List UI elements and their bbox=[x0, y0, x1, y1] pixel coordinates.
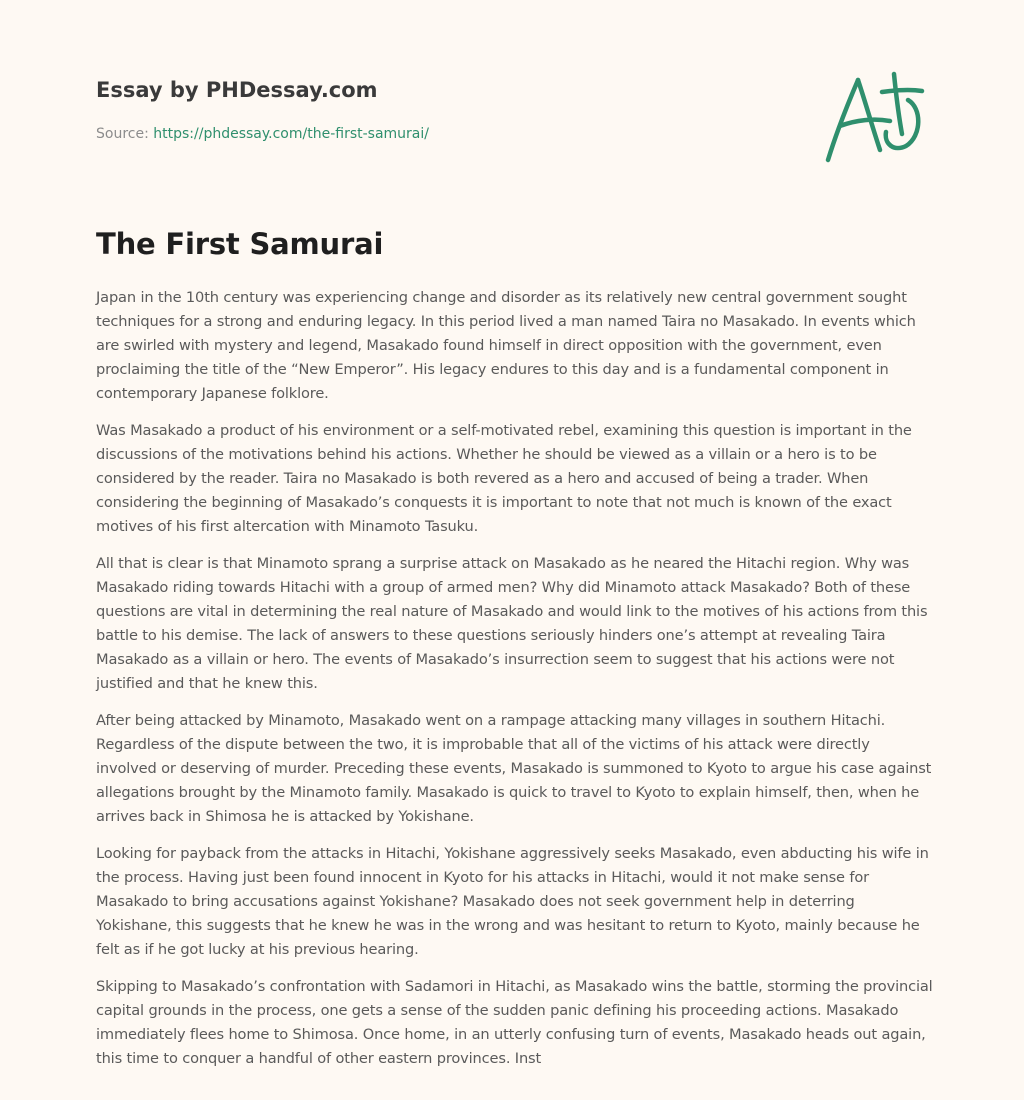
essay-body bbox=[96, 286, 934, 1084]
essay-paragraph: Japan in the 10th century was experiencing change and disorder as its relatively new central government sought techniques for a strong and enduring legacy. In this period lived a man named Taira no Masakado. In events which are swirled with mystery and legend, Masakado found himself in direct opposition with the government, even proclaiming the title of the “New Emperor”. His legacy endures to this day and is a fundamental component in contemporary Japanese folklore. bbox=[96, 289, 916, 402]
source-link[interactable]: https://phdessay.com/the-first-samurai/ bbox=[153, 126, 429, 142]
site-brand: Essay by PHDessay.com bbox=[96, 78, 378, 102]
source-label: Source: bbox=[96, 126, 154, 142]
essay-paragraph: Looking for payback from the attacks in Hitachi, Yokishane aggressively seeks Masakado, even abducting his wife in the process. Having just been found innocent in Kyoto for his attacks in Hitachi, would it not make sense for Masakado to bring accusations against Yokishane? Masakado does not seek government help in deterring Yokishane, this suggests that he knew he was in the wrong and was hesitant to return to Kyoto, mainly because he felt as if he got lucky at his previous hearing. bbox=[96, 845, 929, 958]
essay-title: The First Samurai bbox=[96, 227, 384, 261]
essay-header bbox=[96, 76, 736, 144]
essay-paragraph: Was Masakado a product of his environment or a self-motivated rebel, examining this question is important in the discussions of the motivations behind his actions. Whether he should be viewed as a villain or a hero is to be considered by the reader. Taira no Masakado is both revered as a hero and accused of being a trader. When considering the beginning of Masakado’s conquests it is important to note that not much is known of the exact motives of his first altercation with Minamoto Tasuku. bbox=[96, 422, 912, 535]
source-line bbox=[96, 124, 736, 144]
essay-paragraph: After being attacked by Minamoto, Masakado went on a rampage attacking many villages in southern Hitachi. Regardless of the dispute between the two, it is improbable that all of the victims of his attack were directly involved or deserving of murder. Preceding these events, Masakado is summoned to Kyoto to argue his case against allegations brought by the Minamoto family. Masakado is quick to travel to Kyoto to explain himself, then, when he arrives back in Shimosa he is attacked by Yokishane. bbox=[96, 712, 932, 825]
essay-paragraph: Skipping to Masakado’s confrontation with Sadamori in Hitachi, as Masakado wins the battle, storming the provincial capital grounds in the process, one gets a sense of the sudden panic defining his proceeding actions. Masakado immediately flees home to Shimosa. Once home, in an utterly confusing turn of events, Masakado heads out again, this time to conquer a handful of other eastern provinces. Inst bbox=[96, 978, 933, 1067]
a-plus-logo-icon bbox=[822, 64, 932, 168]
essay-paragraph: All that is clear is that Minamoto sprang a surprise attack on Masakado as he neared the Hitachi region. Why was Masakado riding towards Hitachi with a group of armed men? Why did Minamoto attack Masakado? Both of these questions are vital in determining the real nature of Masakado and would link to the motives of his actions from this battle to his demise. The lack of answers to these questions seriously hinders one’s attempt at revealing Taira Masakado as a villain or hero. The events of Masakado’s insurrection seem to suggest that his actions were not justified and that he knew this. bbox=[96, 555, 928, 692]
